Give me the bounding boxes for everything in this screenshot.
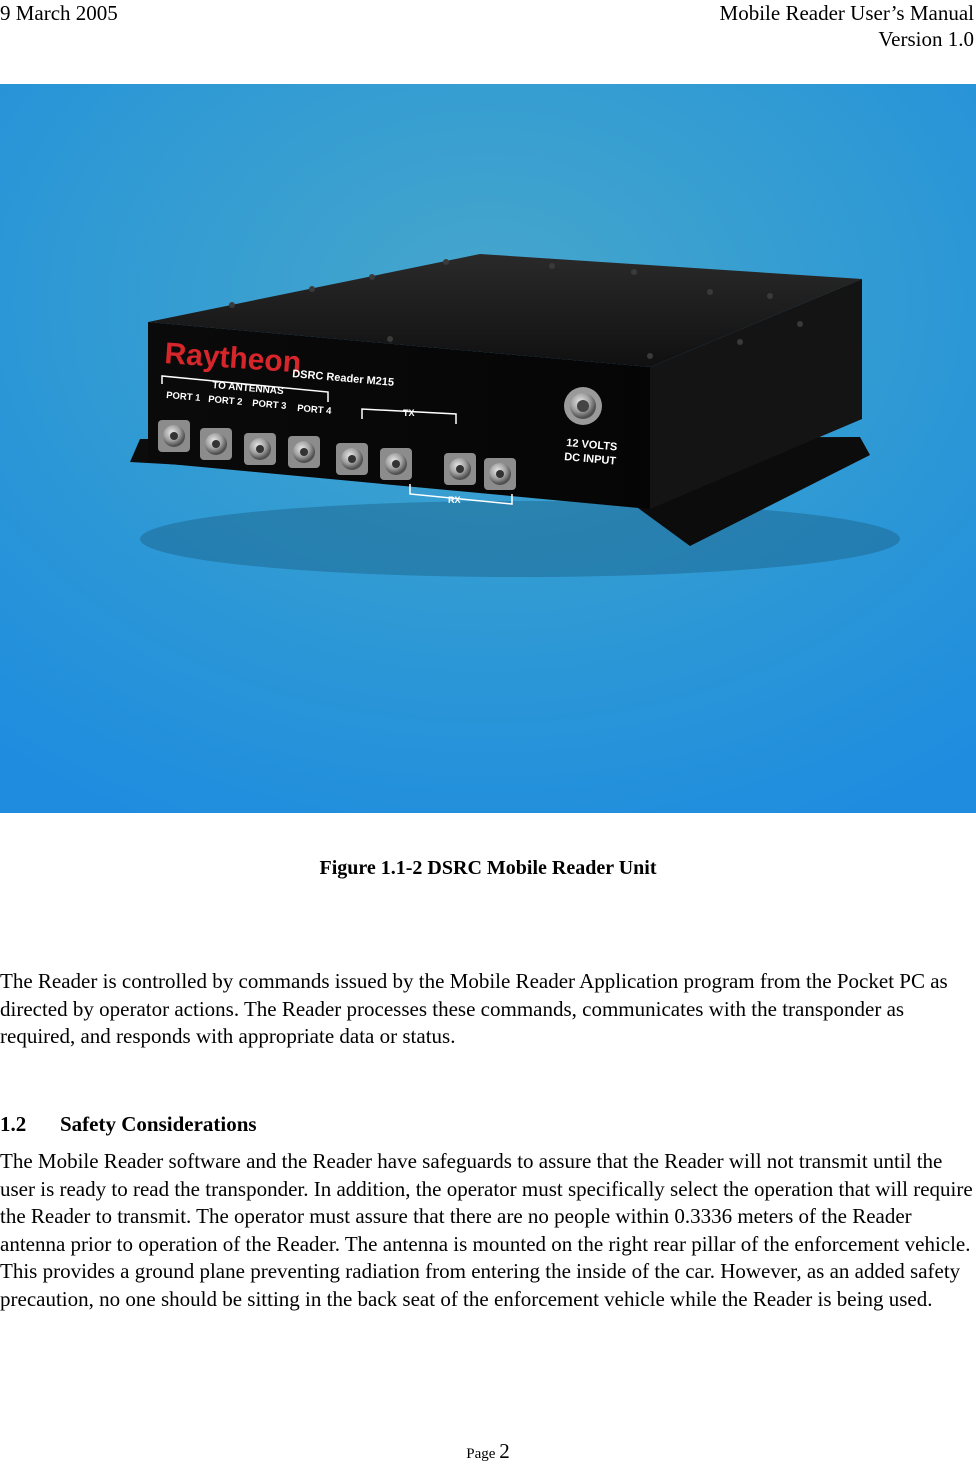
safety-paragraph: The Mobile Reader software and the Reader have safeguards to assure that the Reader will not transmit until the user is ready to read the transponder. In addition, the operator must specifically select the operation that will require the Reader to transmit. The operator must assure that there are no people within 0.3336 meters of the Reader antenna prior to operation of the Reader. The antenna is mounted on the right rear pillar of the enforcement vehicle. This provides a ground plane preventing radiation from entering the inside of the car. However, as an added safety precaution, no one should be sitting in the back seat of the enforcement vehicle while the Reader is being used. — [0, 1149, 973, 1311]
page-number: 2 — [499, 1439, 510, 1463]
section-heading — [0, 1111, 257, 1137]
reader-device-illustration — [0, 84, 976, 813]
power-label-2: DC INPUT — [563, 451, 617, 468]
port-label-3: PORT 3 — [251, 398, 287, 412]
rx-label: RX — [448, 495, 461, 505]
port-label-1: PORT 1 — [165, 390, 201, 404]
section-number: 1.2 — [0, 1112, 27, 1136]
device-shadow — [140, 501, 900, 577]
section-title: Safety Considerations — [60, 1112, 257, 1136]
figure-photo — [0, 84, 976, 813]
header-version: Version 1.0 — [878, 27, 974, 51]
tx-label: TX — [403, 408, 415, 418]
power-label-1: 12 VOLTS — [565, 437, 618, 454]
intro-paragraph: The Reader is controlled by commands issued by the Mobile Reader Application program from the Pocket PC as directed by operator actions. The Reader processes these commands, communicates with the transponder as required, and responds with appropriate data or status. — [0, 969, 948, 1048]
header-date: 9 March 2005 — [0, 1, 118, 25]
page-footer — [0, 1440, 976, 1465]
figure-caption: Figure 1.1-2 DSRC Mobile Reader Unit — [319, 857, 657, 879]
port-label-2: PORT 2 — [207, 394, 243, 408]
port-label-4: PORT 4 — [296, 403, 332, 417]
device-brand: Raytheon — [163, 337, 303, 380]
device-model: DSRC Reader M215 — [291, 368, 395, 389]
page-label: Page — [466, 1446, 496, 1462]
antennas-label: TO ANTENNAS — [211, 380, 285, 398]
power-connector — [564, 387, 602, 425]
header-right — [720, 0, 974, 52]
header-title: Mobile Reader User’s Manual — [719, 1, 974, 25]
